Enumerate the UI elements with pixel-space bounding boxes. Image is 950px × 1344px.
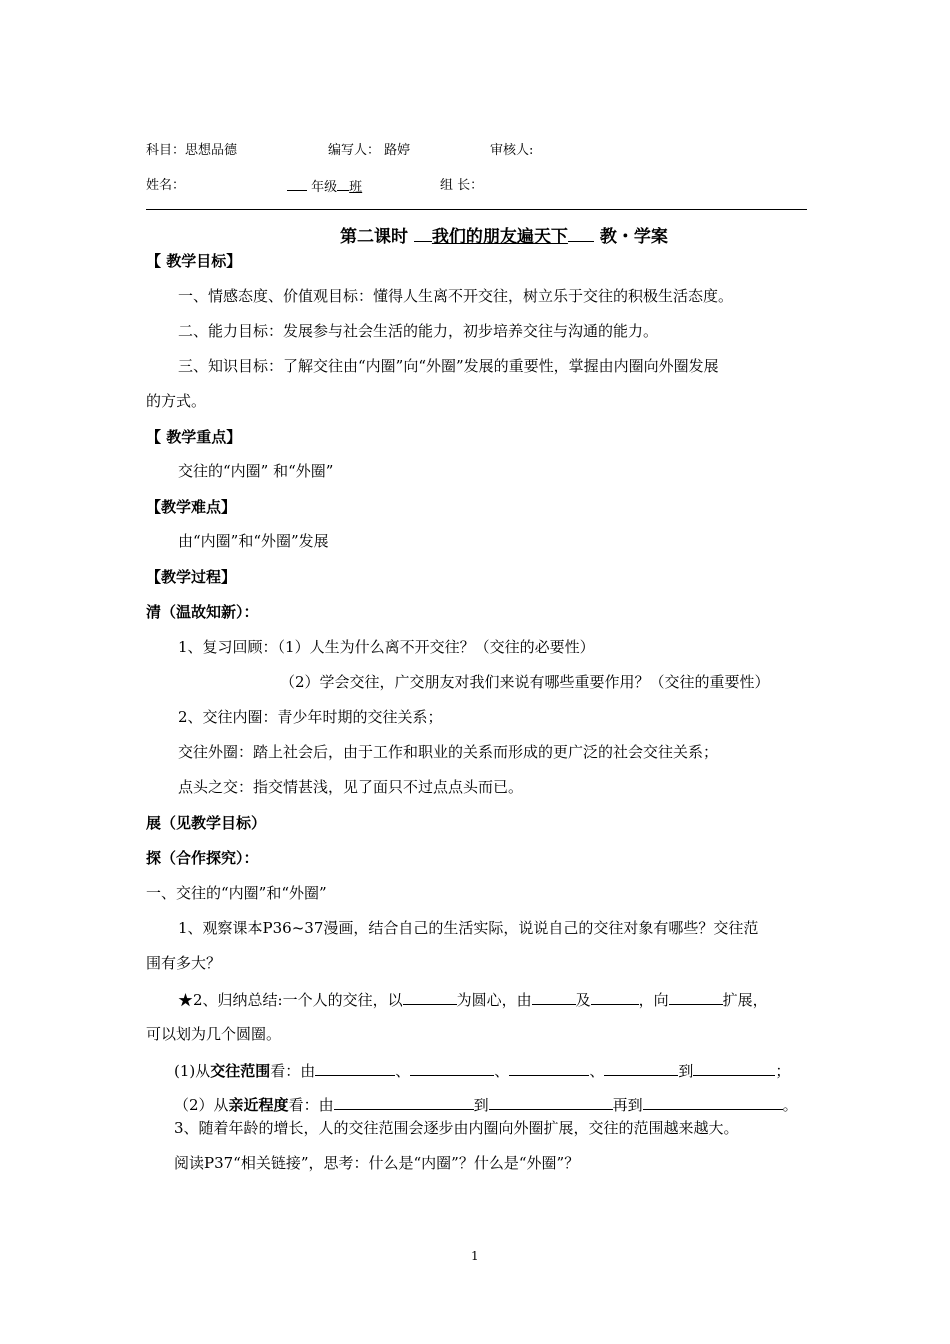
- review-line-3: 2、交往内圈：青少年时期的交往关系；: [178, 708, 443, 726]
- key-point-text: 交往的“内圈” 和“外圈”: [178, 462, 334, 480]
- review-line-1: 1、复习回顾：（1）人生为什么离不开交往？（交往的必要性）: [178, 638, 595, 656]
- question-3-range: [174, 1059, 790, 1081]
- objective-3-line1: 三、知识目标：了解交往由“内圈”向“外圈”发展的重要性，掌握由内圈向外圈发展: [178, 357, 719, 375]
- review-heading: 清（温故知新）：: [146, 603, 259, 621]
- class-blank: [337, 174, 349, 191]
- q2-blank-to[interactable]: [669, 988, 723, 1005]
- page-title: [340, 222, 668, 247]
- explore-heading: 探（合作探究）：: [146, 849, 259, 867]
- page-number: 1: [471, 1249, 479, 1263]
- title-blank-right: [568, 223, 594, 242]
- q2-blank-and[interactable]: [591, 988, 639, 1005]
- review-line-4: 交往外圈：踏上社会后，由于工作和职业的关系而形成的更广泛的社会交往关系；: [178, 743, 719, 761]
- question-2-line1: [178, 988, 768, 1010]
- difficulty-text: 由“内圈”和“外圈”发展: [178, 532, 329, 550]
- q3-sep-3: 、: [589, 1062, 605, 1080]
- subject-label: 科目：思想品德: [146, 143, 238, 158]
- explore-subheading: 一、交往的“内圈”和“外圈”: [146, 884, 327, 902]
- question-5: 3、随着年龄的增长，人的交往范围会逐步由内圈向外圈扩展，交往的范围越来越大。: [174, 1119, 739, 1137]
- q3-prefix: (1)从: [174, 1062, 211, 1080]
- objective-1: 一、情感态度、价值观目标：懂得人生离不开交往，树立乐于交往的积极生活态度。: [178, 287, 734, 305]
- question-6: 阅读P37“相关链接”，思考：什么是“内圈”？什么是“外圈”？: [174, 1154, 580, 1172]
- q2-text-c: 及: [575, 991, 591, 1009]
- q3-blank-1[interactable]: [315, 1059, 395, 1076]
- q4-prefix: （2）从: [174, 1096, 229, 1114]
- difficulty-heading: 【教学难点】: [146, 498, 237, 516]
- q2-text-b: 为圆心，由: [456, 991, 532, 1009]
- objective-3-line2: 的方式。: [146, 392, 207, 410]
- question-2-line2: 可以划为几个圆圈。: [146, 1025, 282, 1043]
- q3-blank-2[interactable]: [410, 1059, 494, 1076]
- q3-end: ；: [775, 1062, 791, 1080]
- q4-then: 再到: [612, 1096, 643, 1114]
- q3-sep-2: 、: [494, 1062, 510, 1080]
- q3-mid: 看：由: [270, 1062, 316, 1080]
- question-1-line2: 围有多大？: [146, 954, 222, 972]
- header-divider: [146, 209, 807, 210]
- group-leader-label: 组 长：: [440, 178, 484, 193]
- editor-label: 编写人： 路婷: [328, 143, 411, 158]
- q2-text-d: ，向: [638, 991, 669, 1009]
- q2-text-e: 扩展，: [722, 991, 768, 1009]
- title-suffix: 教・学案: [599, 227, 668, 247]
- expand-heading: 展（见教学目标）: [146, 814, 267, 832]
- objectives-heading: 【 教学目标】: [146, 252, 242, 270]
- grade-field: [287, 174, 362, 195]
- review-line-2: （2）学会交往，广交朋友对我们来说有哪些重要作用？（交往的重要性）: [280, 673, 770, 691]
- title-topic: 我们的朋友遍天下: [431, 227, 568, 247]
- process-heading: 【教学过程】: [146, 568, 237, 586]
- q3-to: 到: [678, 1062, 694, 1080]
- name-label: 姓名：: [146, 178, 186, 193]
- q4-to: 到: [473, 1096, 489, 1114]
- grade-blank: [287, 174, 307, 191]
- title-lesson: 第二课时: [340, 227, 408, 247]
- q2-blank-from[interactable]: [532, 988, 576, 1005]
- review-line-5: 点头之交：指交情甚浅，见了面只不过点点头而已。: [178, 778, 524, 796]
- q2-text-a: ★2、归纳总结:一个人的交往，以: [178, 991, 403, 1009]
- key-point-heading: 【 教学重点】: [146, 428, 242, 446]
- q3-blank-5[interactable]: [693, 1059, 775, 1076]
- q4-bold: 亲近程度: [228, 1096, 289, 1114]
- q3-blank-3[interactable]: [509, 1059, 589, 1076]
- q4-end: 。: [782, 1096, 798, 1114]
- class-label: 班: [349, 180, 363, 195]
- q3-sep-1: 、: [395, 1062, 411, 1080]
- q4-mid: 看：由: [288, 1096, 334, 1114]
- objective-2: 二、能力目标：发展参与社会生活的能力，初步培养交往与沟通的能力。: [178, 322, 659, 340]
- reviewer-label: 审核人:: [490, 143, 534, 158]
- grade-label: 年级: [311, 180, 338, 195]
- q3-bold: 交往范围: [210, 1062, 271, 1080]
- q2-blank-center[interactable]: [403, 988, 457, 1005]
- title-blank-left: [414, 223, 432, 242]
- q4-blank-1[interactable]: [334, 1093, 474, 1110]
- question-1-line1: 1、观察课本P36~37漫画，结合自己的生活实际，说说自己的交往对象有哪些？交往范: [178, 919, 759, 937]
- q4-blank-2[interactable]: [489, 1093, 613, 1110]
- q4-blank-3[interactable]: [643, 1093, 783, 1110]
- question-4-closeness: [174, 1093, 798, 1115]
- q3-blank-4[interactable]: [604, 1059, 678, 1076]
